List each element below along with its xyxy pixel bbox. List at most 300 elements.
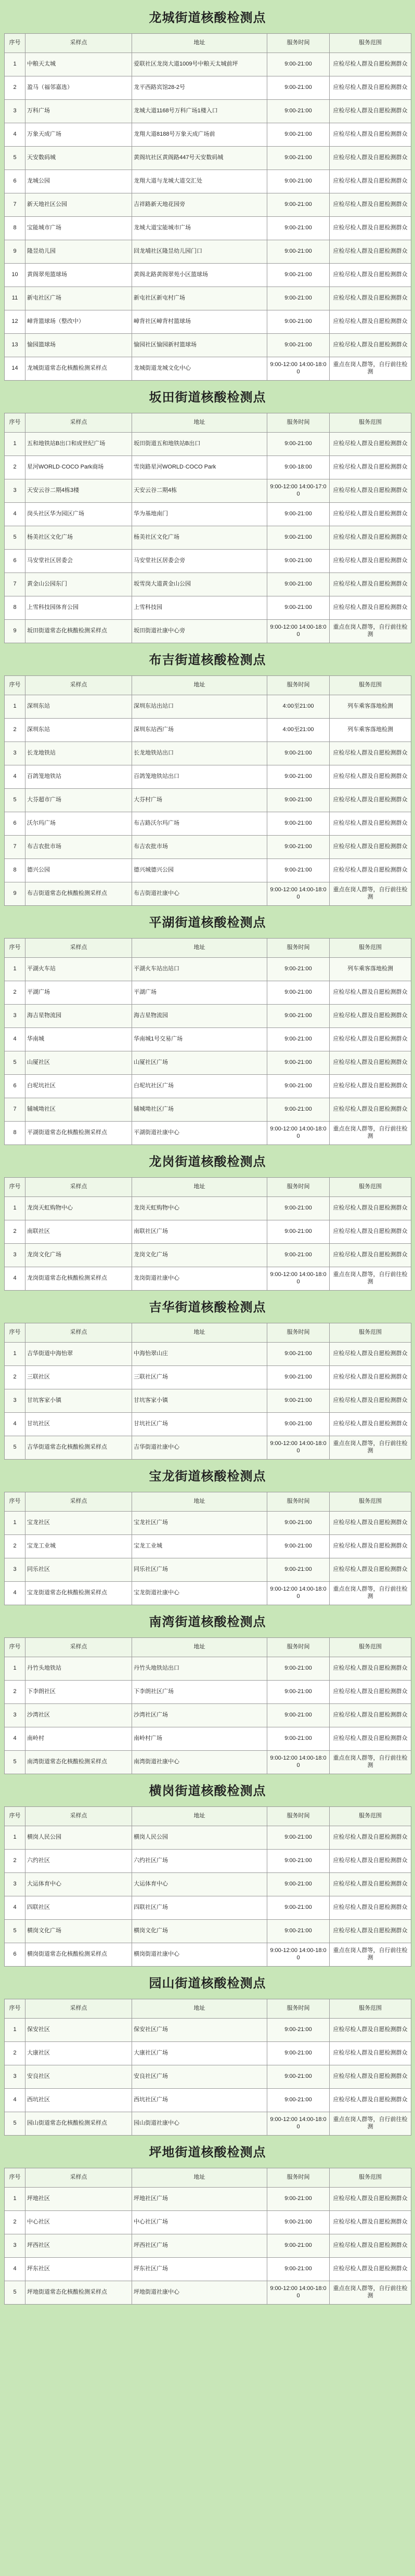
column-header-addr: 地址	[132, 34, 267, 53]
cell-name: 坪地街道常态化核酸检测采样点	[25, 2281, 132, 2305]
cell-idx: 4	[5, 1267, 25, 1291]
cell-scope: 应检尽检人群及自愿检测群众	[330, 2042, 411, 2065]
cell-scope: 应检尽检人群及自愿检测群众	[330, 1681, 411, 1704]
cell-name: 甘坑客家小镇	[25, 1389, 132, 1413]
cell-scope: 应检尽检人群及自愿检测群众	[330, 1850, 411, 1873]
column-header-name: 采样点	[25, 413, 132, 433]
cell-scope: 应检尽检人群及自愿检测群众	[330, 264, 411, 287]
cell-addr: 山厦社区广场	[132, 1051, 267, 1075]
table-row	[5, 240, 411, 264]
table-row	[5, 1826, 411, 1850]
cell-addr: 吉华街道社康中心	[132, 1436, 267, 1460]
cell-idx: 2	[5, 1535, 25, 1558]
table-row	[5, 1436, 411, 1460]
cell-idx: 9	[5, 620, 25, 643]
cell-idx: 5	[5, 147, 25, 170]
header-row	[5, 1999, 411, 2019]
table-row	[5, 836, 411, 859]
cell-idx: 7	[5, 573, 25, 596]
cell-addr: 上雪科技园	[132, 596, 267, 620]
column-header-addr: 地址	[132, 1999, 267, 2019]
cell-scope: 应检尽检人群及自愿检测群众	[330, 1512, 411, 1535]
cell-time: 9:00-21:00	[267, 240, 330, 264]
cell-addr: 深圳东站西广场	[132, 719, 267, 742]
cell-name: 大运体育中心	[25, 1873, 132, 1896]
table-row	[5, 2089, 411, 2112]
cell-addr: 大芬村广场	[132, 789, 267, 812]
cell-scope: 应检尽检人群及自愿检测群众	[330, 100, 411, 123]
cell-addr: 辅城坳社区广场	[132, 1098, 267, 1122]
section-title: 坪地街道核酸检测点	[4, 2138, 411, 2168]
table-row	[5, 479, 411, 503]
cell-time: 9:00-21:00	[267, 1657, 330, 1681]
cell-scope: 应检尽检人群及自愿检测群众	[330, 1826, 411, 1850]
cell-name: 坂田街道常态化核酸检测采样点	[25, 620, 132, 643]
section-title: 吉华街道核酸检测点	[4, 1293, 411, 1323]
cell-scope: 重点在岗人群等，自行前往检测	[330, 2112, 411, 2136]
cell-scope: 应检尽检人群及自愿检测群众	[330, 1704, 411, 1727]
cell-addr: 同乐社区广场	[132, 1558, 267, 1582]
cell-addr: 愉园社区愉园新村篮球场	[132, 334, 267, 357]
cell-addr: 嶂背社区嶂背村篮球场	[132, 310, 267, 334]
cell-time: 9:00-21:00	[267, 1005, 330, 1028]
cell-idx: 4	[5, 2089, 25, 2112]
cell-name: 横岗文化广场	[25, 1920, 132, 1943]
cell-addr: 爱联社区龙岗大道1009号中粮天太城前坪	[132, 53, 267, 76]
cell-time: 9:00-12:00 14:00-18:00	[267, 882, 330, 906]
column-header-addr: 地址	[132, 2168, 267, 2188]
cell-time: 9:00-21:00	[267, 742, 330, 765]
cell-scope: 应检尽检人群及自愿检测群众	[330, 1343, 411, 1366]
table-row	[5, 1582, 411, 1605]
column-header-time: 服务时间	[267, 2168, 330, 2188]
cell-idx: 3	[5, 1704, 25, 1727]
column-header-idx: 序号	[5, 413, 25, 433]
cell-scope: 应检尽检人群及自愿检测群众	[330, 1005, 411, 1028]
cell-idx: 3	[5, 1389, 25, 1413]
cell-addr: 布吉街道社康中心	[132, 882, 267, 906]
cell-addr: 坪地社区广场	[132, 2188, 267, 2211]
cell-addr: 四联社区广场	[132, 1896, 267, 1920]
cell-scope: 应检尽检人群及自愿检测群众	[330, 526, 411, 550]
district-section	[4, 645, 411, 906]
cell-addr: 丹竹头地铁站出口	[132, 1657, 267, 1681]
sites-table	[4, 938, 411, 1145]
cell-name: 五和地铁站B出口和成世纪广场	[25, 433, 132, 456]
cell-scope: 应检尽检人群及自愿检测群众	[330, 240, 411, 264]
cell-name: 马安堂社区居委会	[25, 550, 132, 573]
district-section	[4, 383, 411, 643]
cell-name: 大芬超市广场	[25, 789, 132, 812]
table-row	[5, 76, 411, 100]
cell-scope: 应检尽检人群及自愿检测群众	[330, 2188, 411, 2211]
cell-name: 华南城	[25, 1028, 132, 1051]
table-row	[5, 1704, 411, 1727]
district-section	[4, 1607, 411, 1774]
table-row	[5, 620, 411, 643]
cell-name: 坪东社区	[25, 2258, 132, 2281]
table-row	[5, 573, 411, 596]
table-row	[5, 1896, 411, 1920]
table-row	[5, 1220, 411, 1244]
table-row	[5, 1657, 411, 1681]
table-row	[5, 958, 411, 981]
cell-addr: 杨美社区文化广场	[132, 526, 267, 550]
district-section	[4, 908, 411, 1145]
cell-addr: 南联社区广场	[132, 1220, 267, 1244]
column-header-name: 采样点	[25, 1492, 132, 1512]
table-row	[5, 53, 411, 76]
header-row	[5, 939, 411, 958]
cell-time: 9:00-21:00	[267, 1098, 330, 1122]
cell-scope: 应检尽检人群及自愿检测群众	[330, 765, 411, 789]
table-row	[5, 357, 411, 381]
table-row	[5, 1535, 411, 1558]
cell-addr: 平湖火车站出站口	[132, 958, 267, 981]
cell-scope: 应检尽检人群及自愿检测群众	[330, 859, 411, 882]
cell-scope: 应检尽检人群及自愿检测群众	[330, 287, 411, 310]
cell-idx: 1	[5, 53, 25, 76]
cell-idx: 12	[5, 310, 25, 334]
cell-idx: 5	[5, 1051, 25, 1075]
cell-time: 9:00-21:00	[267, 550, 330, 573]
cell-name: 三联社区	[25, 1366, 132, 1389]
cell-idx: 8	[5, 859, 25, 882]
cell-scope: 应检尽检人群及自愿检测群众	[330, 53, 411, 76]
cell-idx: 1	[5, 695, 25, 719]
section-title: 横岗街道核酸检测点	[4, 1776, 411, 1806]
column-header-addr: 地址	[132, 1323, 267, 1343]
cell-scope: 应检尽检人群及自愿检测群众	[330, 1896, 411, 1920]
cell-name: 海吉星物流园	[25, 1005, 132, 1028]
sites-table	[4, 1637, 411, 1774]
cell-scope: 重点在岗人群等，自行前往检测	[330, 1582, 411, 1605]
cell-time: 9:00-12:00 14:00-18:00	[267, 1751, 330, 1774]
table-row	[5, 2112, 411, 2136]
cell-scope: 应检尽检人群及自愿检测群众	[330, 76, 411, 100]
cell-name: 黄金山公园东门	[25, 573, 132, 596]
cell-scope: 应检尽检人群及自愿检测群众	[330, 2211, 411, 2234]
column-header-scope: 服务范围	[330, 1178, 411, 1197]
cell-time: 9:00-21:00	[267, 1535, 330, 1558]
cell-idx: 7	[5, 836, 25, 859]
cell-scope: 应检尽检人群及自愿检测群众	[330, 1028, 411, 1051]
section-title: 南湾街道核酸检测点	[4, 1607, 411, 1637]
cell-time: 9:00-21:00	[267, 217, 330, 240]
cell-name: 岗头社区华为园区广场	[25, 503, 132, 526]
cell-name: 上雪科技园体育公园	[25, 596, 132, 620]
cell-time: 9:00-21:00	[267, 2019, 330, 2042]
table-row	[5, 1267, 411, 1291]
cell-scope: 重点在岗人群等，自行前往检测	[330, 1122, 411, 1145]
cell-addr: 龙翔大道与龙城大道交汇处	[132, 170, 267, 193]
cell-name: 园山街道常态化核酸检测采样点	[25, 2112, 132, 2136]
cell-name: 黄阁翠苑篮球场	[25, 264, 132, 287]
table-row	[5, 1075, 411, 1098]
cell-addr: 黄阁北路黄阁翠苑小区篮球场	[132, 264, 267, 287]
cell-scope: 应检尽检人群及自愿检测群众	[330, 479, 411, 503]
cell-addr: 坂雪岗大道黄金山公园	[132, 573, 267, 596]
table-row	[5, 550, 411, 573]
cell-name: 龙岗街道常态化核酸检测采样点	[25, 1267, 132, 1291]
cell-idx: 13	[5, 334, 25, 357]
cell-name: 星河WORLD·COCO Park商场	[25, 456, 132, 479]
cell-idx: 1	[5, 433, 25, 456]
cell-name: 坪西社区	[25, 2234, 132, 2258]
cell-time: 9:00-21:00	[267, 334, 330, 357]
cell-addr: 中心社区广场	[132, 2211, 267, 2234]
cell-scope: 应检尽检人群及自愿检测群众	[330, 217, 411, 240]
cell-name: 安良社区	[25, 2065, 132, 2089]
cell-addr: 回龙埔社区隆昱幼儿园门口	[132, 240, 267, 264]
table-row	[5, 334, 411, 357]
cell-addr: 华为基地南门	[132, 503, 267, 526]
header-row	[5, 1492, 411, 1512]
table-row	[5, 1005, 411, 1028]
table-row	[5, 1920, 411, 1943]
column-header-scope: 服务范围	[330, 1323, 411, 1343]
district-section	[4, 1776, 411, 1967]
column-header-addr: 地址	[132, 676, 267, 695]
cell-scope: 应检尽检人群及自愿检测群众	[330, 1389, 411, 1413]
cell-name: 大康社区	[25, 2042, 132, 2065]
cell-name: 辅城坳社区	[25, 1098, 132, 1122]
cell-scope: 应检尽检人群及自愿检测群众	[330, 1558, 411, 1582]
cell-scope: 列车乘客落地检测	[330, 695, 411, 719]
table-row	[5, 2065, 411, 2089]
table-row	[5, 1244, 411, 1267]
header-row	[5, 676, 411, 695]
cell-scope: 应检尽检人群及自愿检测群众	[330, 1727, 411, 1751]
cell-name: 深圳东站	[25, 695, 132, 719]
cell-time: 9:00-21:00	[267, 193, 330, 217]
cell-time: 9:00-21:00	[267, 2065, 330, 2089]
table-row	[5, 1850, 411, 1873]
cell-idx: 5	[5, 2281, 25, 2305]
header-row	[5, 1178, 411, 1197]
cell-idx: 5	[5, 526, 25, 550]
cell-name: 六约社区	[25, 1850, 132, 1873]
cell-time: 9:00-21:00	[267, 1197, 330, 1220]
cell-time: 9:00-21:00	[267, 123, 330, 147]
cell-idx: 10	[5, 264, 25, 287]
cell-addr: 龙城大道1168号万科广场1楼入口	[132, 100, 267, 123]
cell-idx: 3	[5, 742, 25, 765]
column-header-name: 采样点	[25, 939, 132, 958]
column-header-idx: 序号	[5, 676, 25, 695]
cell-name: 龙岗文化广场	[25, 1244, 132, 1267]
cell-scope: 应检尽检人群及自愿检测群众	[330, 503, 411, 526]
cell-idx: 2	[5, 1220, 25, 1244]
table-row	[5, 1098, 411, 1122]
cell-time: 9:00-21:00	[267, 1681, 330, 1704]
cell-addr: 黄阁坑社区黄阁路447号天安数码城	[132, 147, 267, 170]
column-header-addr: 地址	[132, 413, 267, 433]
table-row	[5, 2188, 411, 2211]
cell-time: 9:00-21:00	[267, 287, 330, 310]
cell-time: 9:00-12:00 14:00-18:00	[267, 2112, 330, 2136]
cell-name: 西坑社区	[25, 2089, 132, 2112]
table-row	[5, 193, 411, 217]
cell-idx: 1	[5, 1512, 25, 1535]
cell-scope: 应检尽检人群及自愿检测群众	[330, 1098, 411, 1122]
cell-time: 9:00-21:00	[267, 1896, 330, 1920]
column-header-scope: 服务范围	[330, 676, 411, 695]
column-header-name: 采样点	[25, 676, 132, 695]
table-row	[5, 1727, 411, 1751]
cell-name: 布吉街道常态化核酸检测采样点	[25, 882, 132, 906]
cell-idx: 6	[5, 812, 25, 836]
cell-name: 龙城公园	[25, 170, 132, 193]
cell-name: 愉园篮球场	[25, 334, 132, 357]
column-header-time: 服务时间	[267, 939, 330, 958]
cell-time: 9:00-21:00	[267, 526, 330, 550]
table-row	[5, 742, 411, 765]
cell-time: 9:00-21:00	[267, 1413, 330, 1436]
cell-time: 9:00-12:00 14:00-18:00	[267, 357, 330, 381]
cell-time: 9:00-21:00	[267, 1075, 330, 1098]
cell-scope: 应检尽检人群及自愿检测群众	[330, 1075, 411, 1098]
cell-time: 9:00-21:00	[267, 76, 330, 100]
cell-idx: 14	[5, 357, 25, 381]
table-row	[5, 1512, 411, 1535]
column-header-idx: 序号	[5, 1492, 25, 1512]
column-header-scope: 服务范围	[330, 413, 411, 433]
cell-idx: 2	[5, 456, 25, 479]
column-header-addr: 地址	[132, 1807, 267, 1826]
cell-addr: 新屯社区新屯村广场	[132, 287, 267, 310]
cell-idx: 1	[5, 1197, 25, 1220]
cell-time: 9:00-21:00	[267, 53, 330, 76]
cell-time: 9:00-21:00	[267, 859, 330, 882]
cell-scope: 应检尽检人群及自愿检测群众	[330, 193, 411, 217]
cell-time: 9:00-12:00 14:00-18:00	[267, 2281, 330, 2305]
cell-addr: 龙城大道宝能城市广场	[132, 217, 267, 240]
cell-time: 9:00-21:00	[267, 1366, 330, 1389]
cell-time: 9:00-21:00	[267, 1558, 330, 1582]
column-header-scope: 服务范围	[330, 1807, 411, 1826]
cell-addr: 布吉路沃尔玛广场	[132, 812, 267, 836]
column-header-scope: 服务范围	[330, 34, 411, 53]
district-section	[4, 3, 411, 381]
cell-addr: 长龙地铁站出口	[132, 742, 267, 765]
district-section	[4, 1462, 411, 1605]
cell-scope: 应检尽检人群及自愿检测群众	[330, 2065, 411, 2089]
column-header-idx: 序号	[5, 939, 25, 958]
cell-time: 9:00-21:00	[267, 170, 330, 193]
cell-time: 9:00-12:00 14:00-18:00	[267, 1267, 330, 1291]
header-row	[5, 34, 411, 53]
cell-name: 深圳东站	[25, 719, 132, 742]
section-title: 坂田街道核酸检测点	[4, 383, 411, 413]
table-row	[5, 433, 411, 456]
column-header-time: 服务时间	[267, 1638, 330, 1657]
district-section	[4, 1969, 411, 2136]
table-row	[5, 1343, 411, 1366]
cell-time: 9:00-21:00	[267, 1873, 330, 1896]
cell-addr: 坪地街道社康中心	[132, 2281, 267, 2305]
column-header-scope: 服务范围	[330, 939, 411, 958]
column-header-scope: 服务范围	[330, 1999, 411, 2019]
cell-addr: 大康社区广场	[132, 2042, 267, 2065]
cell-time: 9:00-18:00	[267, 456, 330, 479]
cell-scope: 应检尽检人群及自愿检测群众	[330, 573, 411, 596]
table-row	[5, 2211, 411, 2234]
table-row	[5, 264, 411, 287]
cell-name: 沙湾社区	[25, 1704, 132, 1727]
cell-name: 保安社区	[25, 2019, 132, 2042]
cell-addr: 中海怡翠山庄	[132, 1343, 267, 1366]
column-header-idx: 序号	[5, 2168, 25, 2188]
cell-scope: 应检尽检人群及自愿检测群众	[330, 2019, 411, 2042]
table-row	[5, 882, 411, 906]
column-header-scope: 服务范围	[330, 1492, 411, 1512]
table-row	[5, 1873, 411, 1896]
header-row	[5, 413, 411, 433]
cell-time: 9:00-21:00	[267, 2234, 330, 2258]
column-header-name: 采样点	[25, 34, 132, 53]
section-title: 龙城街道核酸检测点	[4, 3, 411, 33]
table-row	[5, 310, 411, 334]
cell-time: 9:00-21:00	[267, 812, 330, 836]
cell-time: 9:00-21:00	[267, 958, 330, 981]
cell-name: 平湖火车站	[25, 958, 132, 981]
cell-idx: 9	[5, 240, 25, 264]
cell-time: 4:00至21:00	[267, 695, 330, 719]
cell-scope: 列车乘客落地检测	[330, 958, 411, 981]
sites-table	[4, 1323, 411, 1460]
cell-addr: 六约社区广场	[132, 1850, 267, 1873]
cell-time: 9:00-21:00	[267, 310, 330, 334]
cell-time: 9:00-21:00	[267, 1920, 330, 1943]
cell-name: 宝龙工业城	[25, 1535, 132, 1558]
cell-idx: 2	[5, 1366, 25, 1389]
cell-name: 天安数码城	[25, 147, 132, 170]
cell-name: 中心社区	[25, 2211, 132, 2234]
cell-name: 沃尔玛广场	[25, 812, 132, 836]
table-row	[5, 1051, 411, 1075]
cell-idx: 8	[5, 596, 25, 620]
cell-name: 天安云谷二期4栋3楼	[25, 479, 132, 503]
cell-time: 9:00-21:00	[267, 1727, 330, 1751]
cell-addr: 吉祥路新天地花园旁	[132, 193, 267, 217]
cell-addr: 宝龙社区广场	[132, 1512, 267, 1535]
cell-addr: 西坑社区广场	[132, 2089, 267, 2112]
cell-addr: 平湖街道社康中心	[132, 1122, 267, 1145]
cell-time: 9:00-21:00	[267, 2089, 330, 2112]
column-header-scope: 服务范围	[330, 2168, 411, 2188]
cell-addr: 园山街道社康中心	[132, 2112, 267, 2136]
column-header-addr: 地址	[132, 939, 267, 958]
cell-idx: 1	[5, 958, 25, 981]
cell-scope: 应检尽检人群及自愿检测群众	[330, 1657, 411, 1681]
cell-name: 新天地社区公园	[25, 193, 132, 217]
cell-idx: 1	[5, 2019, 25, 2042]
cell-addr: 百鸽笼地铁站出口	[132, 765, 267, 789]
cell-addr: 南岭村广场	[132, 1727, 267, 1751]
cell-scope: 应检尽检人群及自愿检测群众	[330, 147, 411, 170]
cell-idx: 4	[5, 2258, 25, 2281]
cell-name: 龙城街道常态化核酸检测采样点	[25, 357, 132, 381]
cell-idx: 7	[5, 1098, 25, 1122]
cell-scope: 应检尽检人群及自愿检测群众	[330, 1220, 411, 1244]
cell-idx: 5	[5, 789, 25, 812]
table-row	[5, 695, 411, 719]
column-header-time: 服务时间	[267, 1492, 330, 1512]
cell-name: 盈马（福邻嘉选）	[25, 76, 132, 100]
cell-idx: 3	[5, 1873, 25, 1896]
cell-time: 9:00-21:00	[267, 1826, 330, 1850]
